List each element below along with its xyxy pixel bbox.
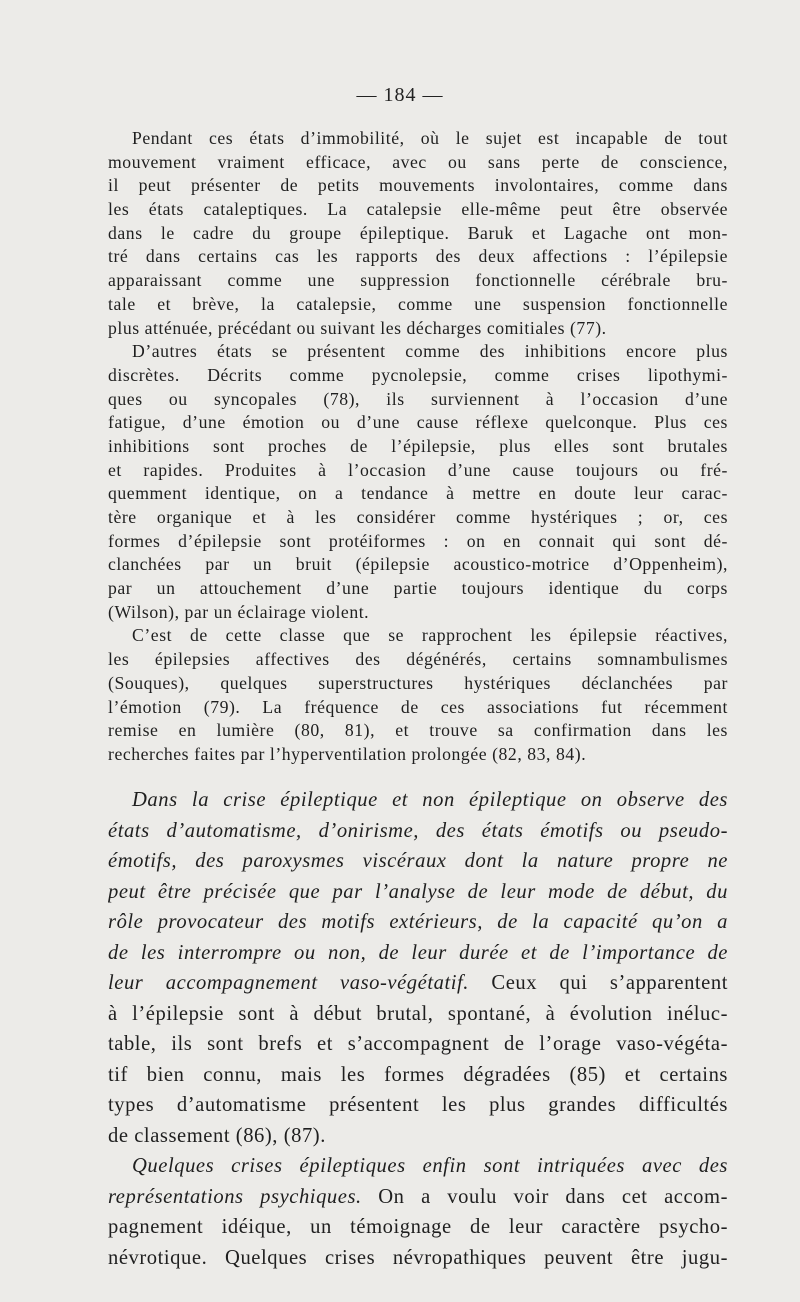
text-line bbox=[108, 999, 728, 1030]
roman-text: tif bien connu, mais les formes dégradées (85) et certains bbox=[108, 1063, 728, 1086]
roman-text: Pendant ces états d’immobilité, où le sujet est incapable de tout bbox=[132, 128, 728, 148]
text-line bbox=[108, 459, 728, 483]
text-line bbox=[108, 672, 728, 696]
text-line bbox=[108, 1243, 728, 1274]
text-line bbox=[108, 624, 728, 648]
roman-text: C’est de cette classe que se rapprochent les épilepsie réactives, bbox=[132, 625, 728, 646]
text-line bbox=[108, 269, 728, 293]
roman-text: discrètes. Décrits comme pycnolepsie, comme crises lipothymi- bbox=[108, 364, 728, 385]
text-line bbox=[108, 340, 728, 364]
text-line bbox=[108, 1090, 728, 1121]
text-line bbox=[108, 1182, 728, 1213]
roman-text: apparaissant comme une suppression fonctionnelle cérébrale bru- bbox=[108, 270, 728, 291]
text-line bbox=[108, 577, 728, 601]
italic-text: Dans la crise épileptique et non épileptique on observe des bbox=[132, 789, 728, 811]
roman-text: quemment identique, on a tendance à mettre en doute leur carac- bbox=[108, 483, 728, 504]
text-line bbox=[108, 364, 728, 388]
text-line bbox=[108, 222, 728, 246]
text-line bbox=[108, 1060, 728, 1091]
roman-text: et rapides. Produites à l’occasion d’une cause toujours ou fré- bbox=[108, 459, 728, 480]
roman-text: névrotique. Quelques crises névropathiques peuvent être jugu- bbox=[108, 1246, 728, 1269]
roman-text: inhibitions sont proches de l’épilepsie, plus elles sont brutales bbox=[108, 435, 728, 456]
text-line bbox=[108, 198, 728, 222]
roman-text: dans le cadre du groupe épileptique. Baruk et Lagache ont mon- bbox=[108, 222, 728, 243]
text-line bbox=[108, 816, 728, 847]
text-line bbox=[108, 151, 728, 175]
paragraph-block-large bbox=[108, 785, 728, 1273]
text-line bbox=[108, 506, 728, 530]
roman-text: mouvement vraiment efficace, avec ou sans perte de conscience, bbox=[108, 151, 728, 172]
roman-text: l’émotion (79). La fréquence de ces associations fut récemment bbox=[108, 696, 728, 717]
roman-text: On a voulu voir dans cet accom- bbox=[361, 1185, 728, 1208]
text-line bbox=[108, 127, 728, 151]
text-line bbox=[108, 388, 728, 412]
text-line bbox=[108, 601, 728, 625]
text-line bbox=[108, 877, 728, 908]
text-line bbox=[108, 245, 728, 269]
text-line bbox=[108, 1212, 728, 1243]
paragraph-block-small bbox=[108, 127, 728, 767]
roman-text: remise en lumière (80, 81), et trouve sa confirmation dans les bbox=[108, 720, 728, 741]
roman-text: types d’automatisme présentent les plus grandes difficultés bbox=[108, 1094, 728, 1116]
roman-text: par un attouchement d’une partie toujours identique du corps bbox=[108, 578, 728, 599]
roman-text: Ceux qui s’apparentent bbox=[468, 972, 728, 994]
text-line bbox=[108, 719, 728, 743]
text-line bbox=[108, 482, 728, 506]
roman-text: (Souques), quelques superstructures hystériques déclanchées par bbox=[108, 672, 728, 693]
italic-text: émotifs, des paroxysmes viscéraux dont la nature propre ne bbox=[108, 850, 728, 872]
roman-text: clanchées par un bruit (épilepsie acoustico-motrice d’Oppenheim), bbox=[108, 554, 728, 575]
italic-text: représentations psychiques. bbox=[108, 1185, 362, 1208]
text-line bbox=[108, 1121, 728, 1152]
text-line bbox=[108, 1029, 728, 1060]
roman-text: (Wilson), par un éclairage violent. bbox=[108, 601, 370, 622]
roman-text: plus atténuée, précédant ou suivant les décharges comitiales (77). bbox=[108, 317, 607, 338]
italic-text: Quelques crises épileptiques enfin sont intriquées avec des bbox=[132, 1155, 728, 1177]
roman-text: table, ils sont brefs et s’accompagnent de l’orage vaso-végéta- bbox=[108, 1033, 728, 1055]
page-number: — 184 — bbox=[356, 84, 444, 106]
italic-text: leur accompagnement vaso-végétatif. bbox=[108, 972, 469, 994]
italic-text: de les interrompre ou non, de leur durée et de l’importance de bbox=[108, 941, 728, 964]
text-line bbox=[108, 317, 728, 341]
roman-text: tale et brève, la catalepsie, comme une suspension fonctionnelle bbox=[108, 293, 728, 314]
roman-text: les états cataleptiques. La catalepsie elle-même peut être observée bbox=[108, 199, 728, 220]
roman-text: ques ou syncopales (78), ils surviennent à l’occasion d’une bbox=[108, 388, 728, 409]
roman-text: il peut présenter de petits mouvements involontaires, comme dans bbox=[108, 175, 728, 196]
italic-text: rôle provocateur des motifs extérieurs, de la capacité qu’on a bbox=[108, 911, 728, 933]
text-line bbox=[108, 938, 728, 969]
text-line bbox=[108, 648, 728, 672]
roman-text: tré dans certains cas les rapports des deux affections : l’épilepsie bbox=[108, 246, 728, 267]
text-line bbox=[108, 174, 728, 198]
roman-text: D’autres états se présentent comme des inhibitions encore plus bbox=[132, 341, 728, 362]
text-line bbox=[108, 968, 728, 999]
text-line bbox=[108, 435, 728, 459]
text-line bbox=[108, 1151, 728, 1182]
roman-text: de classement (86), (87). bbox=[108, 1124, 326, 1147]
roman-text: les épilepsies affectives des dégénérés, certains somnambulismes bbox=[108, 649, 728, 670]
roman-text: fatigue, d’une émotion ou d’une cause réflexe quelconque. Plus ces bbox=[108, 412, 728, 433]
roman-text: tère organique et à les considérer comme hystériques ; or, ces bbox=[108, 507, 728, 527]
roman-text: recherches faites par l’hyperventilation prolongée (82, 83, 84). bbox=[108, 743, 587, 764]
italic-text: états d’automatisme, d’onirisme, des états émotifs ou pseudo- bbox=[108, 819, 728, 842]
text-line bbox=[108, 411, 728, 435]
text-line bbox=[108, 530, 728, 554]
italic-text: peut être précisée que par l’analyse de leur mode de début, du bbox=[108, 880, 728, 903]
text-line bbox=[108, 293, 728, 317]
text-line bbox=[108, 846, 728, 877]
text-line bbox=[108, 907, 728, 938]
text-line bbox=[108, 743, 728, 767]
text-line bbox=[108, 696, 728, 720]
roman-text: formes d’épilepsie sont protéiformes : on en connait qui sont dé- bbox=[108, 530, 728, 551]
roman-text: à l’épilepsie sont à début brutal, spontané, à évolution inéluc- bbox=[108, 1002, 728, 1025]
text-line bbox=[108, 785, 728, 816]
text-line bbox=[108, 553, 728, 577]
roman-text: pagnement idéique, un témoignage de leur caractère psycho- bbox=[108, 1216, 728, 1238]
